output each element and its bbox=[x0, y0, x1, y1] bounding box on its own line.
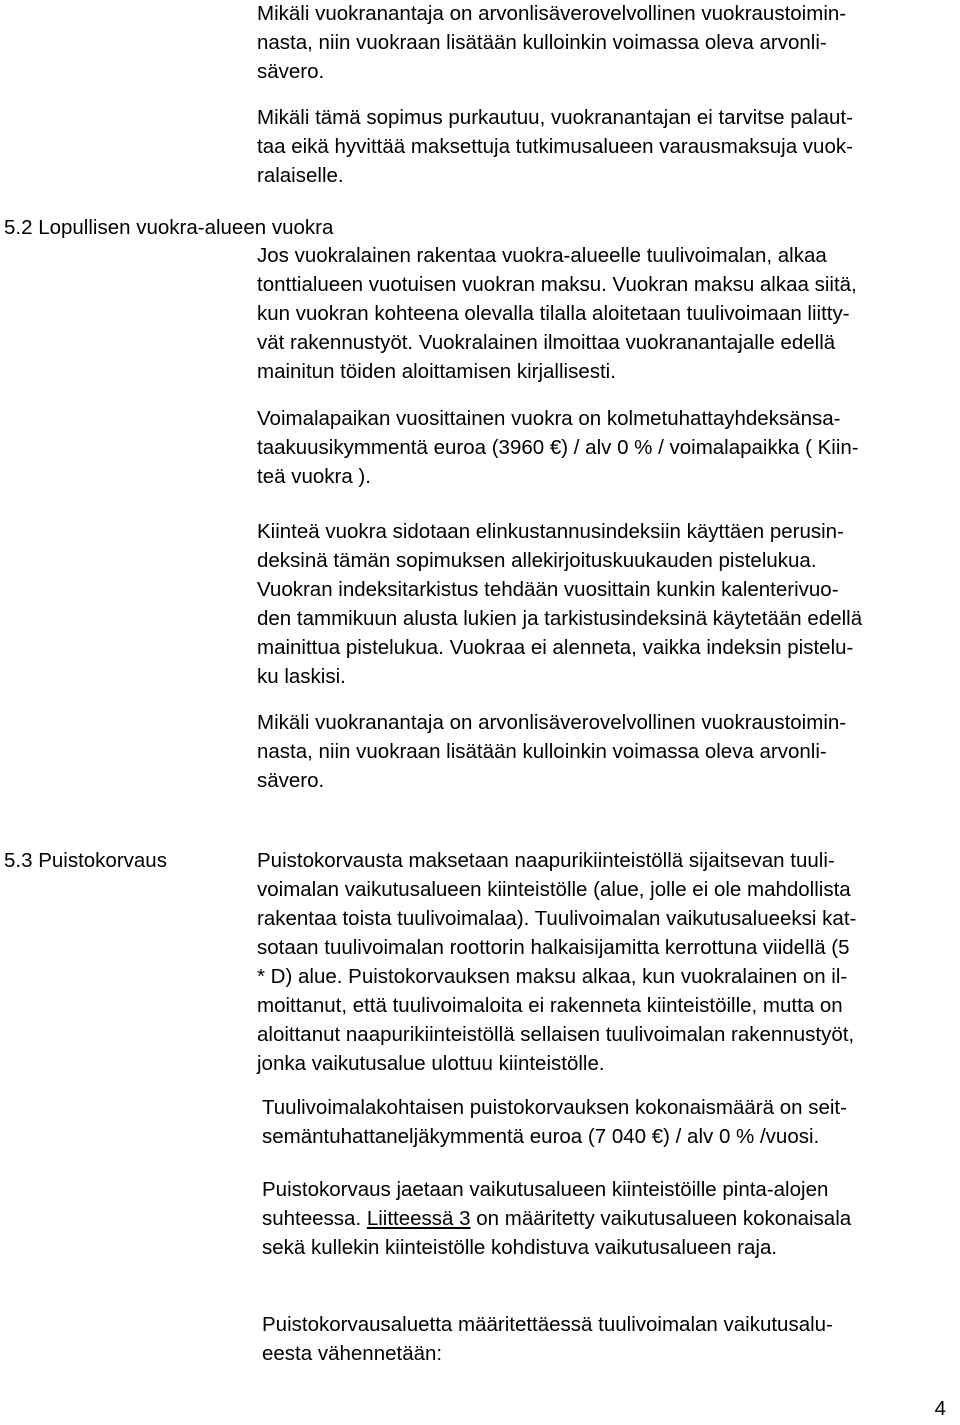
text-line: eesta vähennetään: bbox=[262, 1342, 443, 1365]
text-line: Kiinteä vuokra sidotaan elinkustannusindeksiin käyttäen perusin- bbox=[257, 520, 844, 543]
text-line: Jos vuokralainen rakentaa vuokra-alueelle tuulivoimalan, alkaa bbox=[257, 244, 827, 267]
text-line: jonka vaikutusalue ulottuu kiinteistölle. bbox=[257, 1052, 605, 1075]
text-line: rakentaa toista tuulivoimalaa). Tuulivoimalan vaikutusalueeksi kat- bbox=[257, 907, 857, 930]
text-line: aloittanut naapurikiinteistöllä sellaisen tuulivoimalan rakennustyöt, bbox=[257, 1023, 855, 1046]
text-line: ku laskisi. bbox=[257, 665, 346, 688]
text-line: sävero. bbox=[257, 769, 325, 792]
text-line: mainitun töiden aloittamisen kirjallisesti. bbox=[257, 360, 616, 383]
text-line: deksinä tämän sopimuksen allekirjoituskuukauden pistelukua. bbox=[257, 549, 817, 572]
text-line: kun vuokran kohteena olevalla tilalla aloitetaan tuulivoimaan liitty- bbox=[257, 302, 850, 325]
text-line: vät rakennustyöt. Vuokralainen ilmoittaa vuokranantajalle edellä bbox=[257, 331, 836, 354]
text-line: Puistokorvausaluetta määritettäessä tuulivoimalan vaikutusalu- bbox=[262, 1313, 833, 1336]
paragraph-park-compensation bbox=[257, 846, 856, 1078]
paragraph-total-amount bbox=[262, 1093, 847, 1151]
text-line: ralaiselle. bbox=[257, 164, 344, 187]
text-line: tonttialueen vuotuisen vuokran maksu. Vuokran maksu alkaa siitä, bbox=[257, 273, 857, 296]
appendix-3-link[interactable]: Liitteessä 3 bbox=[366, 1207, 471, 1230]
text-line: teä vuokra ). bbox=[257, 465, 371, 488]
text-line: sotaan tuulivoimalan roottorin halkaisijamitta kerrottuna viidellä (5 bbox=[257, 936, 850, 959]
paragraph-annual-rent bbox=[257, 404, 859, 491]
paragraph-index bbox=[257, 517, 862, 691]
text-line: den tammikuun alusta lukien ja tarkistusindeksinä käytetään edellä bbox=[257, 607, 863, 630]
text-line: Voimalapaikan vuosittainen vuokra on kolmetuhattayhdeksänsa- bbox=[257, 407, 841, 430]
page-number: 4 bbox=[934, 1397, 946, 1420]
text-line: nasta, niin vuokraan lisätään kulloinkin voimassa oleva arvonli- bbox=[257, 31, 827, 54]
text-line: sekä kullekin kiinteistölle kohdistuva vaikutusalueen raja. bbox=[262, 1236, 778, 1259]
text-segment: suhteessa. bbox=[262, 1207, 367, 1230]
paragraph-distribution bbox=[262, 1175, 851, 1262]
text-line: Vuokran indeksitarkistus tehdään vuosittain kunkin kalenterivuo- bbox=[257, 578, 839, 601]
text-line: semäntuhattaneljäkymmentä euroa (7 040 €) / alv 0 % /vuosi. bbox=[262, 1125, 820, 1148]
section-heading-5-3: 5.3 Puistokorvaus bbox=[4, 849, 167, 872]
text-line: Mikäli tämä sopimus purkautuu, vuokranantajan ei tarvitse palaut- bbox=[257, 106, 853, 129]
text-line: mainittua pistelukua. Vuokraa ei alenneta, vaikka indeksin pistelu- bbox=[257, 636, 854, 659]
text-line bbox=[262, 1204, 851, 1233]
paragraph-deduction bbox=[262, 1310, 833, 1368]
text-line: Tuulivoimalakohtaisen puistokorvauksen kokonaismäärä on seit- bbox=[262, 1096, 847, 1119]
text-line: voimalan vaikutusalueen kiinteistölle (alue, jolle ei ole mahdollista bbox=[257, 878, 851, 901]
text-line: nasta, niin vuokraan lisätään kulloinkin voimassa oleva arvonli- bbox=[257, 740, 827, 763]
text-line: Puistokorvausta maksetaan naapurikiinteistöllä sijaitsevan tuuli- bbox=[257, 849, 835, 872]
text-line: taa eikä hyvittää maksettuja tutkimusalueen varausmaksuja vuok- bbox=[257, 135, 853, 158]
text-line: taakuusikymmentä euroa (3960 €) / alv 0 % / voimalapaikka ( Kiin- bbox=[257, 436, 859, 459]
section-heading-5-2: 5.2 Lopullisen vuokra-alueen vuokra bbox=[4, 216, 334, 239]
text-line: Puistokorvaus jaetaan vaikutusalueen kiinteistöille pinta-alojen bbox=[262, 1178, 829, 1201]
text-line: Mikäli vuokranantaja on arvonlisäverovelvollinen vuokraustoimin- bbox=[257, 2, 847, 25]
paragraph-rent-start bbox=[257, 241, 857, 386]
paragraph-vat-note bbox=[257, 708, 846, 795]
paragraph-vat-note-top bbox=[257, 0, 846, 86]
paragraph-termination bbox=[257, 103, 853, 190]
text-line: Mikäli vuokranantaja on arvonlisäverovelvollinen vuokraustoimin- bbox=[257, 711, 847, 734]
text-line: * D) alue. Puistokorvauksen maksu alkaa, kun vuokralainen on il- bbox=[257, 965, 848, 988]
text-line: sävero. bbox=[257, 60, 325, 83]
text-line: moittanut, että tuulivoimaloita ei rakenneta kiinteistöille, mutta on bbox=[257, 994, 843, 1017]
text-segment: on määritetty vaikutusalueen kokonaisala bbox=[470, 1207, 852, 1230]
